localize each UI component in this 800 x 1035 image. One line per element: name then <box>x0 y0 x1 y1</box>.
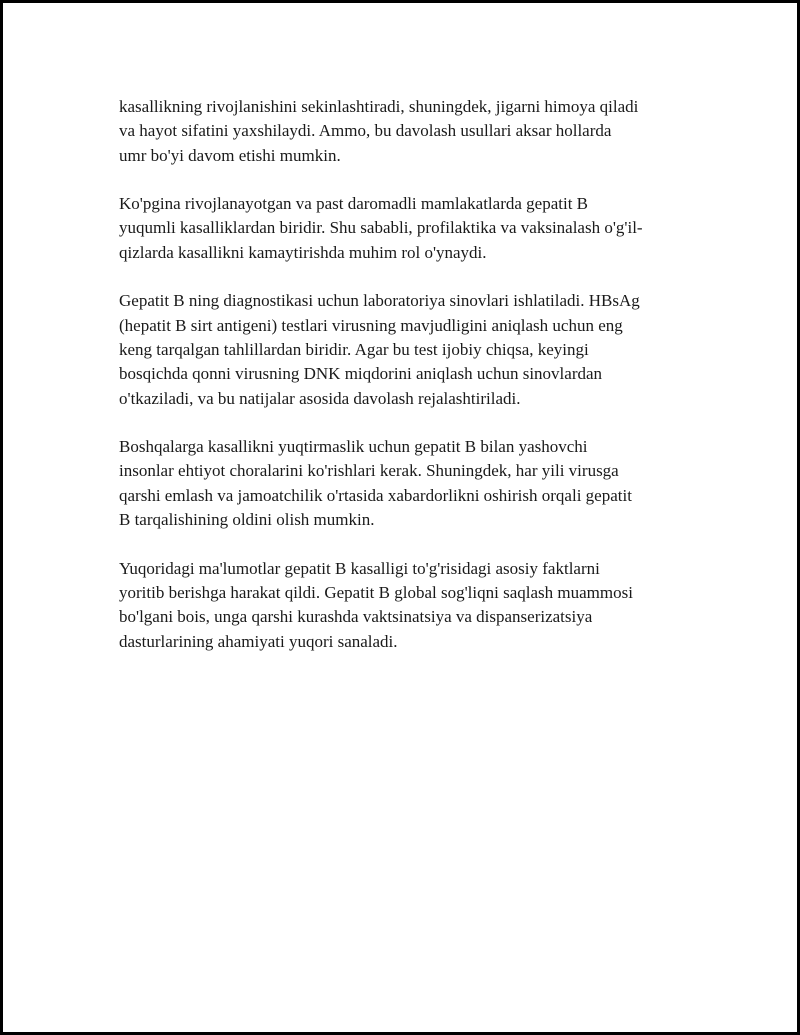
paragraph <box>119 435 699 532</box>
text-line: (hepatit B sirt antigeni) testlari virusning mavjudligini aniqlash uchun eng <box>119 315 623 335</box>
text-line: kasallikning rivojlanishini sekinlashtiradi, shuningdek, jigarni himoya qiladi <box>119 97 639 116</box>
text-line: Ko'pgina rivojlanayotgan va past daromadli mamlakatlarda gepatit B <box>119 194 589 214</box>
text-line: umr bo'yi davom etishi mumkin. <box>119 145 341 165</box>
text-line: Yuqoridagi ma'lumotlar gepatit B kasalligi to'g'risidagi asosiy faktlarni <box>119 558 600 578</box>
text-line: bosqichda qonni virusning DNK miqdorini aniqlash uchun sinovlardan <box>119 364 603 384</box>
document-body <box>119 95 699 678</box>
text-line: B tarqalishining oldini olish mumkin. <box>119 510 375 530</box>
text-line: va hayot sifatini yaxshilaydi. Ammo, bu davolash usullari aksar hollarda <box>119 121 612 141</box>
text-line: qarshi emlash va jamoatchilik o'rtasida xabardorlikni oshirish orqali gepatit <box>119 485 632 505</box>
text-line: bo'lgani bois, unga qarshi kurashda vaktsinatsiya va dispanserizatsiya <box>119 607 593 627</box>
text-line: yoritib berishga harakat qildi. Gepatit B global sog'liqni saqlash muammosi <box>119 582 633 602</box>
text-line: qizlarda kasallikni kamaytirishda muhim rol o'ynaydi. <box>119 242 487 262</box>
text-line: Boshqalarga kasallikni yuqtirmaslik uchun gepatit B bilan yashovchi <box>119 437 588 457</box>
text-line: yuqumli kasalliklardan biridir. Shu sababli, profilaktika va vaksinalash o'g'il- <box>119 218 643 238</box>
text-line: Gepatit B ning diagnostikasi uchun laboratoriya sinovlari ishlatiladi. HBsAg <box>119 291 640 311</box>
text-line: insonlar ehtiyot choralarini ko'rishlari kerak. Shuningdek, har yili virusga <box>119 461 619 481</box>
paragraph <box>119 192 699 265</box>
text-line: dasturlarining ahamiyati yuqori sanaladi. <box>119 631 398 651</box>
paragraph <box>119 95 699 168</box>
paragraph <box>119 557 699 654</box>
text-line: o'tkaziladi, va bu natijalar asosida davolash rejalashtiriladi. <box>119 388 521 408</box>
paragraph <box>119 289 699 410</box>
text-line: keng tarqalgan tahlillardan biridir. Agar bu test ijobiy chiqsa, keyingi <box>119 339 589 359</box>
